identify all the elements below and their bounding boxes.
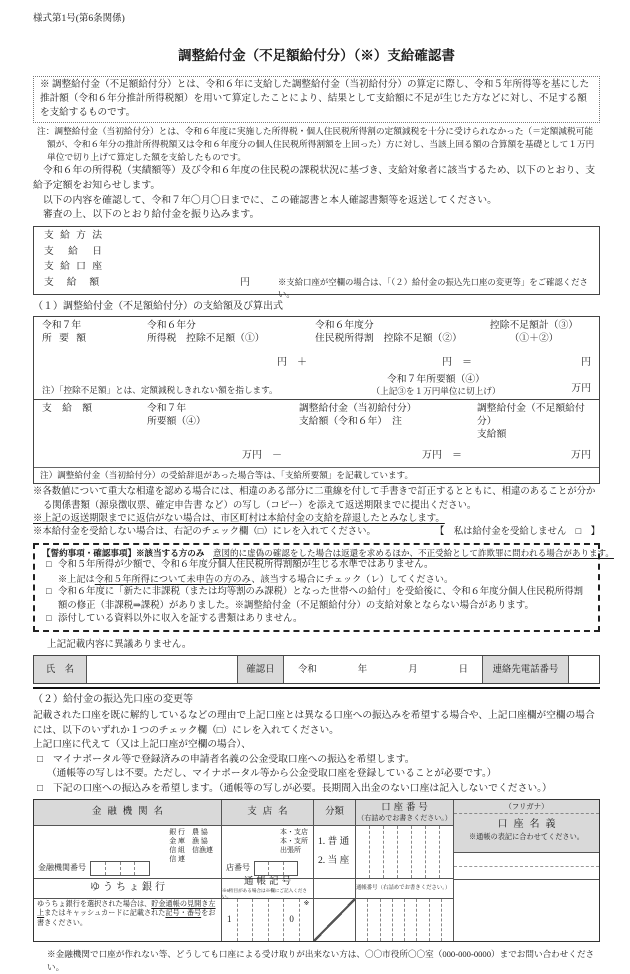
bank-code-boxes[interactable] — [90, 861, 150, 876]
pledge-box — [33, 543, 614, 632]
branch-code-row — [226, 861, 298, 876]
bank-code-label: 金融機関番号 — [38, 863, 86, 873]
payment-amount-row-label: 支給額 — [42, 402, 92, 414]
section2-heading: （２）給付金の振込先口座の変更等 — [33, 694, 193, 706]
yucho-instructions: ゆうちょ銀行を選択された場合は、貯金通帳の見開き左上またはキャッシュカードに記載された記号・番号をお書きください。 — [34, 899, 222, 941]
branch-code-boxes[interactable] — [254, 861, 298, 876]
yen-unit: 円 — [240, 276, 250, 288]
minus-sign: － — [272, 450, 282, 462]
name-label: 氏 名 — [34, 656, 87, 683]
required4-field: 万円 — [242, 450, 262, 462]
passbook-symbol-header: 通帳記号 ※6桁目がある場合は※欄にご記入ください。 — [222, 879, 314, 899]
amount1-field: 円 — [277, 356, 287, 368]
payment-method-row — [44, 229, 589, 245]
calc-note-row — [34, 374, 599, 399]
decline-checkbox-bracket[interactable]: 【 私は給付金を受給しません □ 】 — [434, 527, 600, 538]
yucho-holder-field[interactable] — [454, 880, 599, 941]
passbook-symbol-cell[interactable] — [222, 899, 314, 941]
branch-code-label: 店番号 — [226, 863, 250, 873]
payment-account-row — [44, 260, 589, 276]
section1-heading: （１）調整給付金（不足額給付分）の支給額及び算出式 — [33, 301, 283, 313]
pledge-item-1: □ 令和５年所得が少額で、令和６年度分個人住民税所得割額が生じる水準ではありません。 — [46, 559, 591, 573]
pledge-item-3: □ 添付している資料以外に収入を証する書類はありません。 — [46, 613, 591, 627]
holder-label: 口座名義 — [497, 818, 562, 830]
payment-method-label: 支給方法 — [44, 230, 102, 242]
equals-sign: ＝ — [452, 450, 462, 462]
form-number: 様式第1号(第6条関係) — [33, 14, 125, 24]
shortfall-payment-field: 万円 — [571, 450, 591, 462]
intro-paragraph-3: 審査の上、以下のとおり給付金を振り込みます。 — [42, 209, 260, 221]
payment-date-label: 支給日 — [44, 245, 102, 257]
calculation-table — [33, 316, 600, 484]
account-holder-column[interactable] — [454, 800, 599, 941]
branch-name-header: 支店名 — [222, 800, 314, 826]
definition-box: ※ 調整給付金（不足額給付分）とは、令和６年に支給した調整給付金（当初給付分）の算定に際し、令和５年所得等を基にした推計額（令和６年分推計所得税額）を用いて算定したことにより、結果として支給額に不足が生じた方などに対し、不足する額を支給するものです。 — [33, 76, 600, 123]
bank-account-table — [33, 799, 600, 942]
pay-col2-header: 令和７年 所要額（④） — [147, 402, 206, 427]
intro-paragraph-1: 令和６年の所得税（実績額等）及び令和６年度の住民税の課税状況に基づき、支給対象者に該当するため、以下のとおり、支給予定額をお知らせします。 — [33, 164, 596, 191]
bank-name-cell[interactable] — [34, 826, 222, 879]
name-field[interactable] — [87, 656, 238, 683]
holder-note: ※通帳の表記に合わせてください。 — [468, 832, 584, 841]
signature-table — [33, 655, 600, 684]
account-holder-header — [454, 800, 599, 853]
class-ordinary[interactable]: 1. 普 通 — [318, 835, 350, 847]
option2-checkbox[interactable]: □ — [37, 783, 43, 795]
pledge-checkbox-2[interactable]: □ — [46, 586, 52, 597]
notes-block — [33, 486, 600, 539]
pay-col4-header: 調整給付金（不足額給付分） 支給額 — [477, 402, 585, 441]
payment-account-label: 支給口座 — [44, 261, 102, 273]
note-correction: ※各数値について重大な相違を認める場合には、相違のある部分に二重線を付して手書きで訂正するとともに、相違のあることが分かる関係書類（源泉徴収票、確定申告書 など）の写し（コピー）を添えて返送期限までに提出ください。 — [33, 487, 596, 511]
option-public-account: □ マイナポータル等で登録済みの申請者名義の公金受取口座への振込を希望します。 — [37, 753, 600, 768]
phone-field[interactable] — [569, 656, 599, 683]
branch-name-cell[interactable] — [222, 826, 314, 879]
passbook-number-cell[interactable] — [356, 899, 454, 941]
initial-payment-field: 万円 — [422, 450, 442, 462]
pledge-item-2: □ 令和６年度に「新たに非課税（または均等割のみ課税）となった世帯への給付」を受給後に、令和６年度分個人住民税所得割額の修正（非課税⇒課税）がありました。※調整給付金（不足額給付分）の支給対象とならない場合があります。 — [46, 586, 591, 613]
pledge-item-1-note: ※上記は令和５年所得について未申告の方のみ、該当する場合にチェック（レ）してください。 — [58, 574, 454, 585]
furigana-field[interactable] — [454, 853, 599, 867]
note-decline: ※本給付金を受給しない場合は、右記のチェック欄（□）にレを入れてください。 — [33, 527, 376, 538]
option1-checkbox[interactable]: □ — [37, 753, 43, 765]
payment-formula-row — [34, 441, 599, 467]
contact-footnote: ※金融機関で口座が作れない等、どうしても口座による受け取りが出来ない方は、〇〇市役所〇〇室（000-000-0000）までお問い合わせください。 — [47, 948, 595, 972]
payment-amount-label: 支給額 — [44, 276, 100, 288]
required-amount-header: 令和７年所要額（④） （上記③を１万円単位に切上げ） — [371, 373, 501, 396]
amount2-field: 円 — [442, 356, 452, 368]
account-number-cell[interactable] — [356, 826, 454, 879]
section2-paragraph-2: 上記口座に代えて（又は上記口座が空欄の場合）、 — [33, 739, 251, 751]
pledge-checkbox-1[interactable]: □ — [46, 560, 52, 571]
note-deadline: ※上記の返送期限までに返信がない場合は、市区町村は本給付金の支給を辞退したとみなします。 — [33, 513, 445, 524]
intro-paragraph-2: 以下の内容を確認して、令和７年〇月〇日までに、この確認書と本人確認書類等を返送してください。 — [42, 194, 497, 206]
bank-type-options: 銀 行 農 協 金 庫 漁 協 信 組 信漁連 信 連 — [169, 827, 213, 863]
payment-account-note: ※支給口座が空欄の場合は、「（２）給付金の振込先口座の変更等」をご確認ください。 — [277, 277, 588, 300]
pledge-checkbox-3[interactable]: □ — [46, 614, 52, 625]
bank-code-row — [38, 861, 150, 876]
calc-formula-row — [34, 346, 599, 374]
pay-col3-header: 調整給付金（当初給付分） 支給額（令和６年） 注 — [299, 402, 417, 427]
passbook-symbol-boxes[interactable]: 1 0 — [222, 899, 299, 941]
confirm-date-field[interactable]: 令和 年 月 日 — [284, 656, 483, 683]
section-divider — [33, 687, 600, 689]
passbook-number-boxes[interactable] — [356, 899, 453, 941]
section2-paragraph-1: 記載された口座を既に解約しているなどの理由で上記口座とは異なる口座への振込みを希望する場合や、上記口座欄が空欄の場合には、以下のいずれか１つのチェック欄（□）にレを入れてください。 — [33, 710, 595, 736]
note-decline-row — [33, 526, 600, 539]
calc-col3-header: 令和６年度分 住民税所得割 控除不足額（②） — [315, 320, 462, 345]
passbook-number-header: 通帳番号（右詰めでお書きください。） — [356, 879, 454, 899]
payment-amount-row — [44, 276, 589, 300]
account-number-header: 口座番号 （右詰めでお書きください。） — [356, 800, 454, 826]
page-title: 調整給付金（不足額給付分）（※）支給確認書 — [178, 48, 455, 64]
furigana-label: （フリガナ） — [454, 800, 599, 814]
calc-col4-header: 控除不足額計（③） （①＋②） — [489, 320, 579, 345]
calc-header-row — [34, 317, 599, 345]
holder-name-field[interactable] — [454, 867, 599, 880]
section2 — [33, 692, 600, 797]
required-amount-field: 万円 — [571, 382, 591, 394]
symbol-number-separator — [314, 899, 356, 941]
account-class-cell[interactable] — [314, 826, 356, 879]
class-current[interactable]: 2. 当 座 — [318, 855, 350, 867]
confirm-date-label: 確認日 — [238, 656, 284, 683]
payment-amount-header-row — [34, 400, 599, 442]
symbol-extra-digit-box[interactable]: ※ — [299, 899, 313, 941]
calc-col1-header: 令和７年 所要額 — [42, 320, 86, 345]
option-listed-account: □ 下記の口座への振込みを希望します。（通帳等の写しが必要。長期間入出金のない口座は記入しないでください。） — [37, 782, 600, 797]
yucho-bank-label: ゆうちょ銀行 — [34, 879, 222, 899]
agreement-statement: 上記記載内容に異議ありません。 — [47, 638, 192, 650]
waiver-note: 注）調整給付金（当初給付分）の受給辞退があった場合等は、「支給所要額」を記載しています。 — [40, 470, 414, 481]
account-number-boxes[interactable] — [356, 826, 453, 878]
payment-date-row — [44, 245, 589, 261]
payment-summary-box — [33, 226, 600, 300]
equals-sign: ＝ — [462, 356, 472, 368]
phone-label: 連絡先電話番号 — [483, 656, 569, 683]
pledge-header: 【誓約事項・確認事項】※該当する方のみ 意図的に虚偽の確認をした場合は返還を求めるほか、不正受給として詐欺罪に問われる場合があります。 — [42, 547, 614, 558]
amount3-field: 円 — [581, 356, 591, 368]
account-class-header: 分類 — [314, 800, 356, 826]
passbook-spacer-cell — [314, 879, 356, 899]
calc-col2-header: 令和６年分 所得税 控除不足額（①） — [147, 320, 265, 345]
bank-name-header: 金融機関名 — [34, 800, 222, 826]
deduction-shortfall-note: 注）「控除不足額」とは、定額減税しきれない額を指します。 — [42, 384, 278, 395]
plus-sign: ＋ — [297, 356, 307, 368]
option1-note: （通帳等の写しは不要。ただし、マイナポータル等から公金受取口座を登録していることが必要です。） — [47, 768, 497, 780]
definition-footnote: 注：調整給付金（当初給付分）とは、令和６年度に実施した所得税・個人住民税所得割の定額減税を十分に受けられなかった（＝定額減税可能額が、令和６年分の推計所得税額又は令和６年度分の個人住民税所得割額を上回った）方に対し、当該上回る額の合算額を基礎として１万円単位で切り上げて算定した額を支給したものです。 — [37, 125, 595, 162]
branch-type-options: 本・支店 本・支所 出張所 — [280, 827, 308, 854]
